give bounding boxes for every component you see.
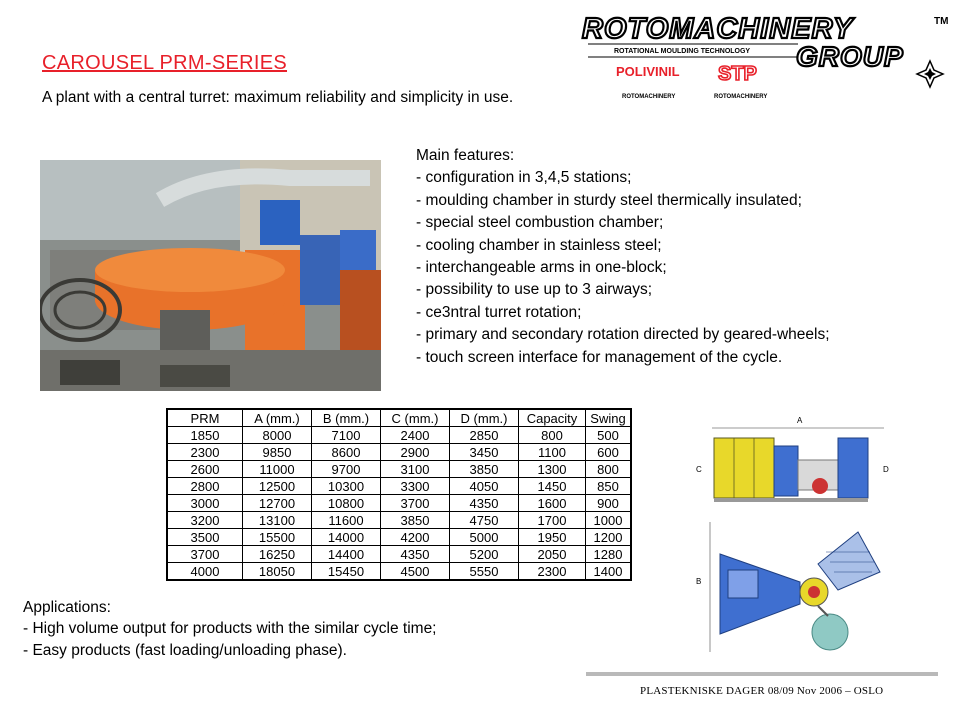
- dimension-label-c: C: [696, 465, 702, 474]
- table-cell: 1850: [167, 427, 243, 444]
- table-cell: 3700: [381, 495, 450, 512]
- table-cell: 1700: [519, 512, 586, 529]
- application-item: - High volume output for products with the similar cycle time;: [23, 620, 437, 638]
- svg-text:POLIVINIL: POLIVINIL: [616, 64, 680, 79]
- dimension-label-d: D: [883, 465, 889, 474]
- table-cell: 3500: [167, 529, 243, 546]
- table-cell: 8600: [312, 444, 381, 461]
- table-cell: 2850: [450, 427, 519, 444]
- table-cell: 4350: [381, 546, 450, 563]
- column-header: C (mm.): [381, 409, 450, 427]
- table-cell: 800: [519, 427, 586, 444]
- table-cell: 11000: [243, 461, 312, 478]
- table-row: [167, 495, 631, 512]
- table-cell: 4200: [381, 529, 450, 546]
- table-cell: 1450: [519, 478, 586, 495]
- rotomachinery-logo: [580, 10, 952, 106]
- column-header: A (mm.): [243, 409, 312, 427]
- table-cell: 12700: [243, 495, 312, 512]
- table-cell: 1280: [586, 546, 632, 563]
- column-header: Swing: [586, 409, 632, 427]
- svg-text:ROTOMACHINERY: ROTOMACHINERY: [622, 94, 676, 100]
- table-cell: 3000: [167, 495, 243, 512]
- table-cell: 5550: [450, 563, 519, 581]
- table-cell: 15450: [312, 563, 381, 581]
- table-cell: 5200: [450, 546, 519, 563]
- table-cell: 4350: [450, 495, 519, 512]
- table-cell: 4000: [167, 563, 243, 581]
- table-cell: 2050: [519, 546, 586, 563]
- table-cell: 2300: [167, 444, 243, 461]
- svg-text:ROTOMACHINERY: ROTOMACHINERY: [714, 94, 768, 100]
- table-cell: 14000: [312, 529, 381, 546]
- table-cell: 1600: [519, 495, 586, 512]
- table-cell: 500: [586, 427, 632, 444]
- carousel-machine-photo: [40, 160, 381, 391]
- applications-section: [23, 597, 437, 661]
- feature-item: - configuration in 3,4,5 stations;: [416, 169, 632, 187]
- brand-tagline: ROTATIONAL MOULDING TECHNOLOGY: [614, 48, 751, 55]
- table-cell: 14400: [312, 546, 381, 563]
- table-cell: 850: [586, 478, 632, 495]
- table-cell: 2900: [381, 444, 450, 461]
- feature-item: - interchangeable arms in one-block;: [416, 259, 667, 277]
- footer-text: PLASTEKNISKE DAGER 08/09 Nov 2006 – OSLO: [640, 685, 884, 697]
- column-header: PRM: [167, 409, 243, 427]
- logo-graphic: [580, 10, 952, 106]
- table-cell: 2300: [519, 563, 586, 581]
- table-cell: 10800: [312, 495, 381, 512]
- feature-item: - moulding chamber in sturdy steel thermically insulated;: [416, 191, 802, 209]
- table-cell: 8000: [243, 427, 312, 444]
- svg-text:STP: STP: [718, 63, 757, 85]
- table-cell: 18050: [243, 563, 312, 581]
- feature-item: - special steel combustion chamber;: [416, 214, 664, 232]
- dimension-label-a: A: [797, 416, 803, 425]
- table-row: [167, 461, 631, 478]
- table-cell: 4750: [450, 512, 519, 529]
- table-cell: 11600: [312, 512, 381, 529]
- feature-item: - touch screen interface for management of the cycle.: [416, 348, 783, 366]
- table-row: [167, 427, 631, 444]
- table-cell: 15500: [243, 529, 312, 546]
- application-item: - Easy products (fast loading/unloading phase).: [23, 641, 347, 659]
- table-cell: 12500: [243, 478, 312, 495]
- table-header-row: [167, 409, 631, 427]
- table-row: [167, 563, 631, 581]
- top-view-diagram: [680, 512, 895, 658]
- applications-heading: Applications:: [23, 599, 111, 616]
- table-cell: 4050: [450, 478, 519, 495]
- column-header: D (mm.): [450, 409, 519, 427]
- table-cell: 900: [586, 495, 632, 512]
- table-cell: 10300: [312, 478, 381, 495]
- page-subtitle: A plant with a central turret: maximum reliability and simplicity in use.: [42, 89, 514, 106]
- column-header: Capacity: [519, 409, 586, 427]
- footer-divider: [586, 672, 938, 676]
- table-cell: 1300: [519, 461, 586, 478]
- table-cell: 9850: [243, 444, 312, 461]
- table-row: [167, 529, 631, 546]
- table-cell: 2600: [167, 461, 243, 478]
- side-view-diagram: [680, 410, 895, 510]
- table-cell: 1400: [586, 563, 632, 581]
- table-row: [167, 444, 631, 461]
- table-cell: 16250: [243, 546, 312, 563]
- table-cell: 3700: [167, 546, 243, 563]
- star-icon: [917, 61, 943, 87]
- table-cell: 5000: [450, 529, 519, 546]
- table-cell: 3100: [381, 461, 450, 478]
- table-cell: 3850: [381, 512, 450, 529]
- column-header: B (mm.): [312, 409, 381, 427]
- brand-line1: ROTOMACHINERY: [582, 13, 854, 45]
- trademark-mark: TM: [934, 16, 949, 27]
- feature-item: - ce3ntral turret rotation;: [416, 303, 582, 321]
- table-cell: 9700: [312, 461, 381, 478]
- table-cell: 1100: [519, 444, 586, 461]
- feature-item: - primary and secondary rotation directed by geared-wheels;: [416, 326, 830, 344]
- main-features: [416, 145, 830, 369]
- feature-item: - possibility to use up to 3 airways;: [416, 281, 653, 299]
- table-cell: 2800: [167, 478, 243, 495]
- table-row: [167, 512, 631, 529]
- table-cell: 1000: [586, 512, 632, 529]
- table-cell: 2400: [381, 427, 450, 444]
- table-cell: 1950: [519, 529, 586, 546]
- table-cell: 7100: [312, 427, 381, 444]
- page-title: CAROUSEL PRM-SERIES: [42, 52, 288, 74]
- brand-line2: GROUP: [796, 41, 904, 72]
- table-cell: 3300: [381, 478, 450, 495]
- table-cell: 3200: [167, 512, 243, 529]
- table-cell: 13100: [243, 512, 312, 529]
- dimension-label-b: B: [696, 577, 702, 586]
- table-cell: 1200: [586, 529, 632, 546]
- prm-spec-table: [166, 408, 632, 581]
- table-cell: 800: [586, 461, 632, 478]
- table-cell: 3850: [450, 461, 519, 478]
- features-heading: Main features:: [416, 147, 515, 164]
- polivinil-logo: [614, 62, 680, 100]
- table-row: [167, 546, 631, 563]
- table-cell: 3450: [450, 444, 519, 461]
- table-cell: 4500: [381, 563, 450, 581]
- table-cell: 600: [586, 444, 632, 461]
- table-row: [167, 478, 631, 495]
- feature-item: - cooling chamber in stainless steel;: [416, 236, 662, 254]
- stp-logo: [714, 63, 767, 100]
